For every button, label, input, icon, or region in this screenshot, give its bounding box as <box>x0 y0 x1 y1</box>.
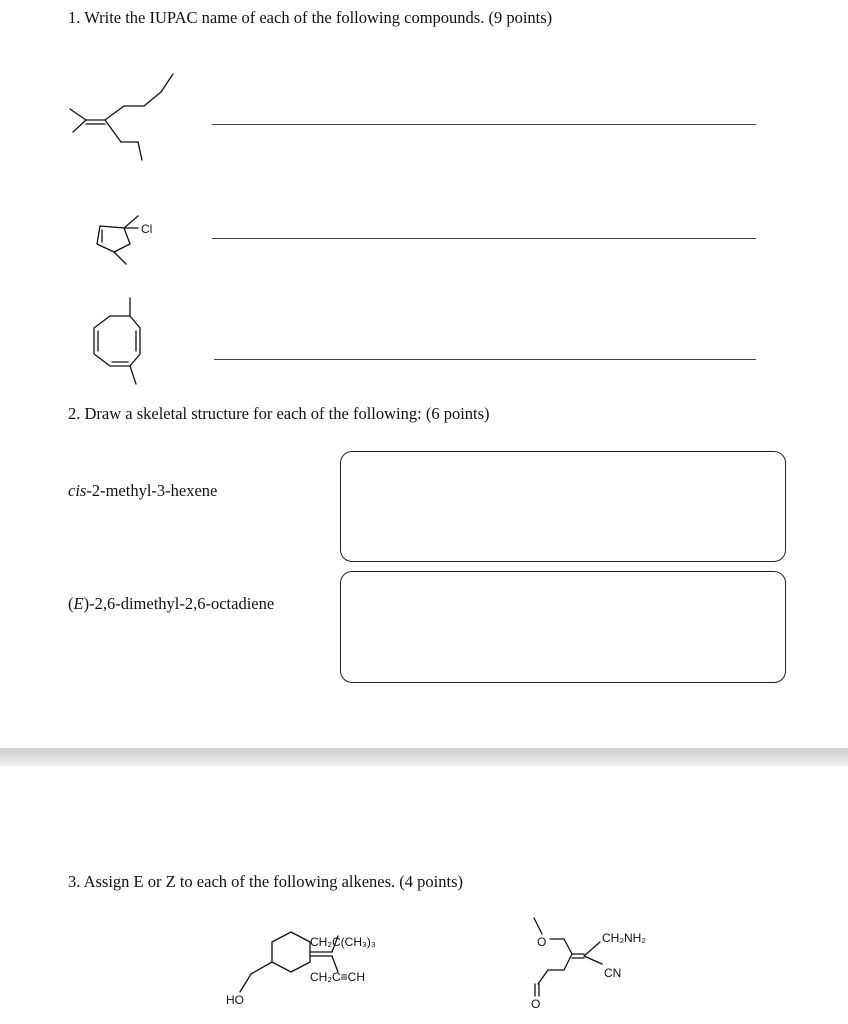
hydroxyl-label: HO <box>226 993 244 1007</box>
compound-name-e-octadiene: (E)-2,6-dimethyl-2,6-octadiene <box>68 594 275 613</box>
alkene-1-top-substituent: CH₂C(CH₃)₃ <box>310 935 376 949</box>
page-separator <box>0 748 848 766</box>
compound-name-cis-2-methyl-3-hexene: cis-2-methyl-3-hexene <box>68 481 218 500</box>
compound-1-structure <box>60 68 190 168</box>
question-1-prompt: 1. Write the IUPAC name of each of the following compounds. (9 points) <box>68 8 553 27</box>
compound-3-structure <box>80 292 160 392</box>
alkene-1-structure <box>210 916 430 1008</box>
answer-line-3[interactable] <box>214 359 756 360</box>
chlorine-label: Cl <box>141 222 153 236</box>
alkene-2-bottom-substituent: CN <box>604 966 622 980</box>
carbonyl-oxygen-label: O <box>531 997 541 1011</box>
worksheet-page-2 <box>0 766 848 1024</box>
answer-line-2[interactable] <box>212 238 756 239</box>
question-2-prompt: 2. Draw a skeletal structure for each of the following: (6 points) <box>68 404 490 423</box>
ether-oxygen-label: O <box>537 935 547 949</box>
question-3-prompt: 3. Assign E or Z to each of the following alkenes. (4 points) <box>68 872 464 891</box>
drawing-box-1[interactable] <box>340 451 786 562</box>
answer-line-1[interactable] <box>212 124 756 125</box>
alkene-2-structure <box>520 914 680 1011</box>
compound-2-structure <box>86 208 166 270</box>
alkene-2-top-substituent: CH₂NH₂ <box>602 931 646 945</box>
alkene-1-bottom-substituent: CH₂C≡CH <box>310 970 365 984</box>
drawing-box-2[interactable] <box>340 571 786 683</box>
